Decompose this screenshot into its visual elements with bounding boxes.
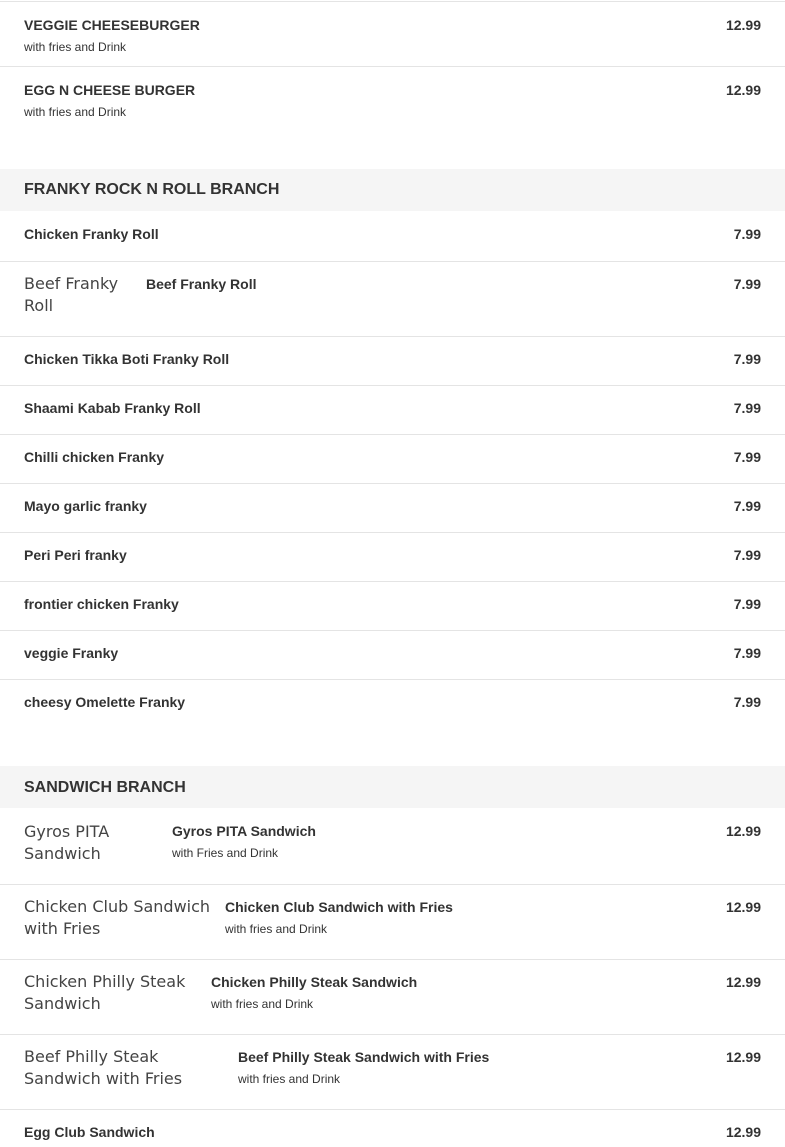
item-price: 12.99 xyxy=(725,899,761,915)
item-name: Beef Franky Roll xyxy=(146,276,257,292)
menu-item[interactable] xyxy=(0,884,785,959)
item-description: with fries and Drink xyxy=(225,922,328,936)
item-price: 7.99 xyxy=(733,694,761,710)
item-price: 7.99 xyxy=(733,400,761,416)
item-name: Chicken Philly Steak Sandwich xyxy=(211,974,418,990)
menu-item[interactable] xyxy=(0,1,785,66)
section-title: FRANKY ROCK N ROLL BRANCH xyxy=(24,181,280,198)
item-price: 12.99 xyxy=(725,82,761,98)
item-name: Peri Peri franky xyxy=(24,547,127,563)
menu-item[interactable] xyxy=(0,630,785,679)
item-name: VEGGIE CHEESEBURGER xyxy=(24,17,200,33)
item-price: 7.99 xyxy=(733,547,761,563)
menu-item[interactable] xyxy=(0,679,785,766)
menu-item[interactable] xyxy=(0,434,785,483)
item-price: 7.99 xyxy=(733,226,761,242)
item-price: 7.99 xyxy=(733,351,761,367)
item-price: 7.99 xyxy=(733,498,761,514)
item-name: Chilli chicken Franky xyxy=(24,449,165,465)
item-description: with fries and Drink xyxy=(211,997,314,1011)
menu-item[interactable] xyxy=(0,808,785,884)
item-image: Chicken Philly Steak Sandwich xyxy=(24,972,186,1013)
item-description: with Fries and Drink xyxy=(172,846,279,860)
menu-item[interactable] xyxy=(0,581,785,630)
item-name: Chicken Club Sandwich with Fries xyxy=(225,899,453,915)
item-name: Gyros PITA Sandwich xyxy=(172,823,316,839)
item-image: Chicken Club Sandwich with Fries xyxy=(24,897,211,938)
menu-item[interactable] xyxy=(0,336,785,385)
menu-item[interactable] xyxy=(0,1034,785,1109)
item-name: Chicken Franky Roll xyxy=(24,226,159,242)
item-name: frontier chicken Franky xyxy=(24,596,179,612)
item-name: Mayo garlic franky xyxy=(24,498,147,514)
item-image: Beef Franky Roll xyxy=(24,274,119,315)
item-price: 12.99 xyxy=(725,974,761,990)
section-title: SANDWICH BRANCH xyxy=(24,779,186,796)
menu-item[interactable] xyxy=(0,66,785,168)
menu-item[interactable] xyxy=(0,483,785,532)
menu-item[interactable] xyxy=(0,959,785,1034)
item-price: 12.99 xyxy=(725,1049,761,1065)
menu-item[interactable] xyxy=(0,532,785,581)
item-name: cheesy Omelette Franky xyxy=(24,694,186,710)
item-name: Beef Philly Steak Sandwich with Fries xyxy=(238,1049,490,1065)
section-header-sandwich xyxy=(0,766,785,808)
item-name: EGG N CHEESE BURGER xyxy=(24,82,196,98)
menu-item[interactable] xyxy=(0,1109,785,1147)
item-name: Egg Club Sandwich xyxy=(24,1124,155,1140)
menu-item[interactable] xyxy=(0,261,785,336)
item-price: 7.99 xyxy=(733,449,761,465)
item-name: Shaami Kabab Franky Roll xyxy=(24,400,201,416)
item-description: with fries and Drink xyxy=(24,105,127,119)
item-image: Beef Philly Steak Sandwich with Fries xyxy=(24,1047,183,1088)
item-name: Chicken Tikka Boti Franky Roll xyxy=(24,351,230,367)
item-price: 7.99 xyxy=(733,276,761,292)
item-price: 12.99 xyxy=(725,17,761,33)
menu-item[interactable] xyxy=(0,385,785,434)
item-price: 12.99 xyxy=(725,1124,761,1140)
item-image: Gyros PITA Sandwich xyxy=(24,822,110,863)
item-price: 7.99 xyxy=(733,645,761,661)
section-header-franky xyxy=(0,169,785,211)
item-name: veggie Franky xyxy=(24,645,119,661)
menu-item[interactable] xyxy=(0,211,785,261)
item-description: with fries and Drink xyxy=(24,40,127,54)
item-description: with fries and Drink xyxy=(238,1072,341,1086)
item-price: 12.99 xyxy=(725,823,761,839)
item-price: 7.99 xyxy=(733,596,761,612)
